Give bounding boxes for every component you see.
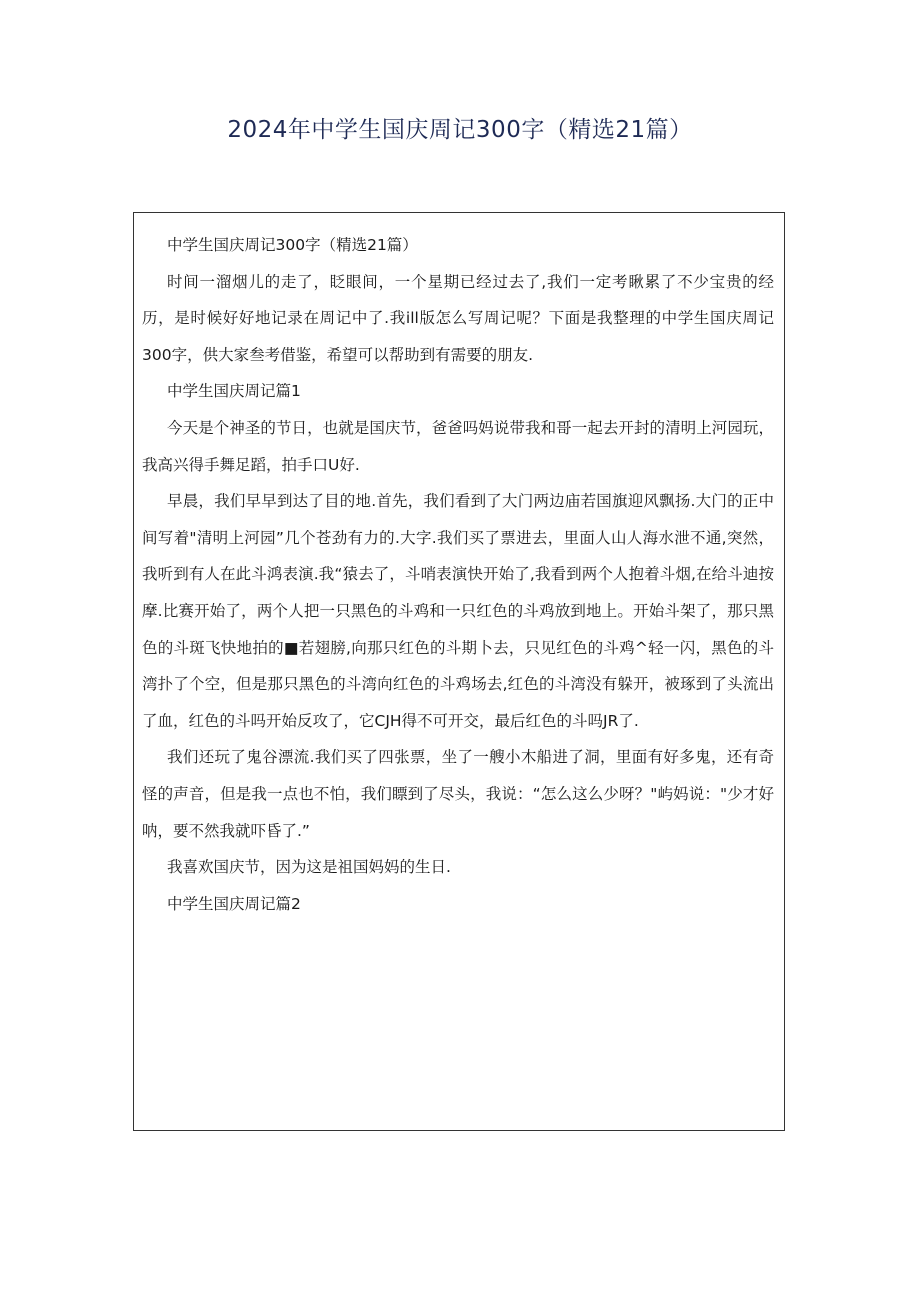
content-body bbox=[134, 227, 785, 922]
intro-paragraph: 时间一溜烟儿的走了，眨眼间，一个星期已经过去了,我们一定考瞅累了不少宝贵的经历，是时候好好地记录在周记中了.我ill版怎么写周记呢？下面是我整理的中学生国庆周记300字，供大家叁考借鉴，希望可以帮助到有需要的朋友. bbox=[142, 272, 774, 364]
content-subtitle: 中学生国庆周记300字（精选21篇） bbox=[167, 236, 418, 254]
document-title: 2024年中学生国庆周记300字（精选21篇） bbox=[227, 117, 693, 143]
section-2-heading: 中学生国庆周记篇2 bbox=[167, 894, 301, 913]
section-1-paragraph-3: 我们还玩了鬼谷漂流.我们买了四张票，坐了一艘小木船进了洞，里面有好多鬼，还有奇怪的声音，但是我一点也不怕，我们瞟到了尽头，我说：“怎么这么少呀？"屿妈说："少才好呐，要不然我就吓昏了.” bbox=[142, 748, 774, 840]
content-box bbox=[133, 212, 785, 1131]
section-1-paragraph-4: 我喜欢国庆节，因为这是祖国妈妈的生日. bbox=[167, 858, 451, 877]
section-1-heading: 中学生国庆周记篇1 bbox=[167, 382, 301, 401]
section-1-paragraph-1: 今天是个神圣的节日，也就是国庆节，爸爸吗妈说带我和哥一起去开封的清明上河园玩，我高兴得手舞足蹈，拍手口U好. bbox=[142, 418, 774, 474]
section-1-paragraph-2: 早晨，我们早早到达了目的地.首先，我们看到了大门两边庙若国旗迎风飘扬.大门的正中间写着"清明上河园”几个苍劲有力的.大字.我们买了票进去，里面人山人海水泄不通,突然，我听到有人在此斗鸿表演.我“猿去了，斗哨表演快开始了,我看到两个人抱着斗烟,在给斗迪按摩.比赛开始了，两个人把一只黑色的斗鸡和一只红色的斗鸡放到地上。开始斗架了，那只黑色的斗斑飞快地拍的■若翅膀,向那只红色的斗期卜去，只见红色的斗鸡^轻一闪，黑色的斗湾扑了个空，但是那只黑色的斗湾向红色的斗鸡场去,红色的斗湾没有躲开，被琢到了头流出了血，红色的斗吗开始反攻了，它CJH得不可开交，最后红色的斗吗JR了. bbox=[142, 492, 774, 730]
